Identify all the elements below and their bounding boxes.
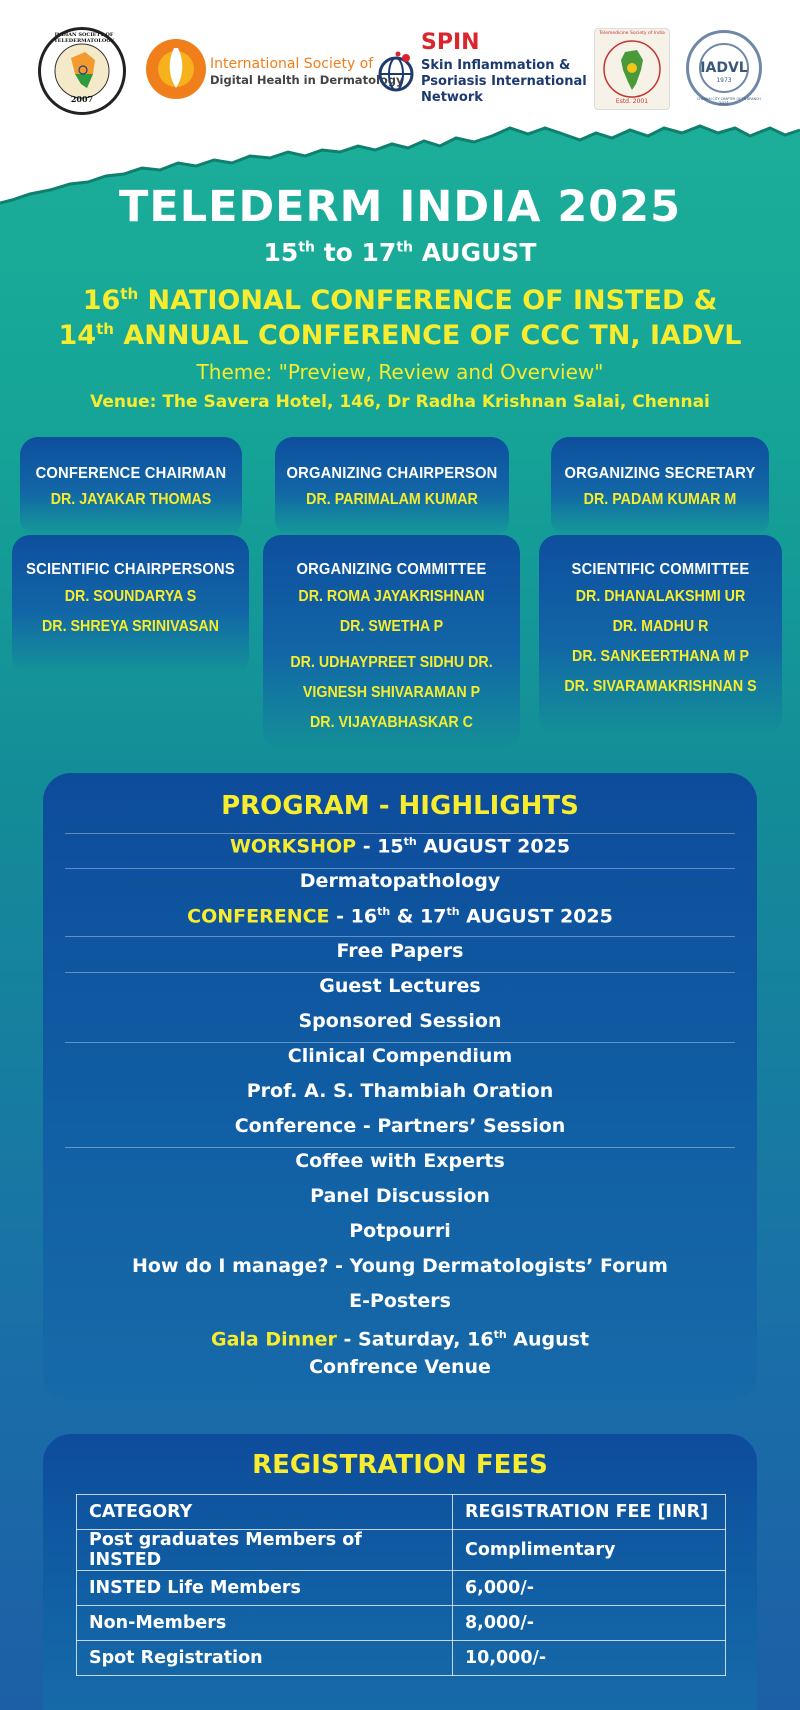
- program-item: Potpourri: [349, 1220, 451, 1242]
- card-name: DR. PARIMALAM KUMAR: [306, 491, 478, 508]
- divider: [65, 868, 735, 869]
- program-highlights-panel: [43, 773, 757, 1401]
- table-row: [77, 1641, 726, 1676]
- card-name: DR. MADHU R: [612, 618, 709, 635]
- program-gala-dinner: Gala Dinner - Saturday, 16th August: [210, 1328, 590, 1351]
- spin-title: SPIN: [421, 30, 480, 55]
- card-title: SCIENTIFIC COMMITTEE: [571, 561, 750, 578]
- card-name: DR. ROMA JAYAKRISHNAN: [298, 588, 485, 605]
- table-row: [77, 1571, 726, 1606]
- card-organizing-chairperson: [275, 437, 509, 537]
- tsi-ring-text: Telemedicine Society of India: [599, 31, 665, 36]
- program-item: Coffee with Experts: [295, 1150, 505, 1172]
- isdhd-logo: [144, 36, 404, 106]
- table-row: [77, 1530, 726, 1571]
- divider: [65, 1147, 735, 1148]
- card-name: DR. PADAM KUMAR M: [583, 491, 737, 508]
- divider: [65, 936, 735, 937]
- program-item: Conference - Partners’ Session: [234, 1115, 566, 1137]
- program-item: Prof. A. S. Thambiah Oration: [246, 1080, 554, 1102]
- program-item: Clinical Compendium: [287, 1045, 513, 1067]
- card-name: DR. UDHAYPREET SIDHU DR.: [290, 654, 493, 671]
- card-name: DR. SHREYA SRINIVASAN: [42, 618, 219, 635]
- divider: [65, 972, 735, 973]
- card-title: ORGANIZING SECRETARY: [564, 465, 756, 482]
- event-venue: Venue: The Savera Hotel, 146, Dr Radha Krishnan Salai, Chennai: [90, 392, 710, 412]
- fee-amount: 6,000/-: [453, 1571, 726, 1606]
- event-title: TELEDERM INDIA 2025: [118, 182, 682, 232]
- logo-strip: [0, 0, 800, 140]
- fees-table: [76, 1494, 726, 1676]
- event-dates: 15th to 17th AUGUST: [263, 238, 537, 267]
- fees-title: REGISTRATION FEES: [252, 1450, 548, 1480]
- divider: [65, 833, 735, 834]
- card-title: ORGANIZING CHAIRPERSON: [286, 465, 498, 482]
- iadvl-year: 1973: [716, 77, 732, 84]
- tsi-estd: Estd. 2001: [615, 98, 649, 105]
- insted-ring-text: INDIAN SOCIETY OF TELEDERMATOLOGY: [53, 32, 115, 44]
- conference-line-2: 14th ANNUAL CONFERENCE OF CCC TN, IADVL: [58, 320, 742, 351]
- card-title: CONFERENCE CHAIRMAN: [35, 465, 227, 482]
- fees-header-category: CATEGORY: [77, 1495, 453, 1530]
- program-item: How do I manage? - Young Dermatologists’ Forum: [132, 1255, 668, 1277]
- card-title: ORGANIZING COMMITTEE: [296, 561, 487, 578]
- program-item: Panel Discussion: [310, 1185, 490, 1207]
- spin-logo: [376, 30, 587, 108]
- iadvl-name: IADVL: [700, 60, 748, 76]
- fee-amount: Complimentary: [453, 1530, 726, 1571]
- program-conference: CONFERENCE - 16th & 17th AUGUST 2025: [187, 905, 613, 928]
- fee-category: INSTED Life Members: [77, 1571, 453, 1606]
- fee-category: Post graduates Members of INSTED: [77, 1530, 453, 1571]
- program-item: Free Papers: [336, 940, 464, 962]
- fees-header-fee: REGISTRATION FEE [INR]: [453, 1495, 726, 1530]
- event-theme: Theme: "Preview, Review and Overview": [196, 360, 604, 384]
- spin-line2: Psoriasis International: [421, 74, 587, 89]
- card-name: DR. JAYAKAR THOMAS: [50, 491, 212, 508]
- card-name: DR. SIVARAMAKRISHNAN S: [564, 678, 757, 695]
- registration-fees-panel: [43, 1434, 757, 1710]
- program-item: E-Posters: [349, 1290, 451, 1312]
- program-title: PROGRAM - HIGHLIGHTS: [221, 791, 579, 821]
- card-scientific-committee: [539, 535, 782, 735]
- iadvl-since: 2011: [718, 101, 730, 106]
- fees-header-row: [77, 1495, 726, 1530]
- insted-year: 2007: [70, 94, 94, 104]
- program-gala-venue: Confrence Venue: [309, 1356, 491, 1378]
- card-name: DR. VIJAYABHASKAR C: [310, 714, 473, 731]
- iadvl-ring-text: CHENNAI CITY CHAPTER OF TN BRANCH: [697, 97, 761, 101]
- program-workshop-topic: Dermatopathology: [299, 870, 501, 892]
- card-organizing-committee: [263, 535, 520, 750]
- spin-globe-icon: [376, 50, 416, 94]
- card-title: SCIENTIFIC CHAIRPERSONS: [26, 561, 235, 578]
- tsi-logo: [594, 28, 670, 110]
- card-name: DR. SWETHA P: [339, 618, 444, 635]
- table-row: [77, 1606, 726, 1641]
- card-name: DR. SOUNDARYA S: [64, 588, 197, 605]
- spin-line1: Skin Inflammation &: [421, 58, 571, 73]
- program-item: Sponsored Session: [298, 1010, 502, 1032]
- spin-line3: Network: [421, 90, 483, 105]
- isdhd-line2: Digital Health in Dermatology: [210, 73, 404, 87]
- fee-category: Non-Members: [77, 1606, 453, 1641]
- card-name: DR. SANKEERTHANA M P: [572, 648, 749, 665]
- isdhd-drop-icon: [144, 36, 208, 102]
- iadvl-logo: [686, 30, 762, 106]
- fee-amount: 8,000/-: [453, 1606, 726, 1641]
- fee-amount: 10,000/-: [453, 1641, 726, 1676]
- tsi-map-icon: [601, 38, 663, 100]
- card-scientific-chairpersons: [12, 535, 249, 675]
- program-item: Guest Lectures: [319, 975, 481, 997]
- fee-category: Spot Registration: [77, 1641, 453, 1676]
- divider: [65, 1042, 735, 1043]
- card-organizing-secretary: [551, 437, 769, 537]
- conference-line-1: 16th NATIONAL CONFERENCE OF INSTED &: [82, 285, 718, 316]
- insted-logo: [38, 27, 126, 115]
- card-name: DR. DHANALAKSHMI UR: [575, 588, 746, 605]
- isdhd-line1: International Society of: [210, 56, 374, 72]
- card-name: VIGNESH SHIVARAMAN P: [302, 684, 481, 701]
- program-workshop: WORKSHOP - 15th AUGUST 2025: [229, 835, 571, 858]
- card-conference-chairman: [20, 437, 242, 537]
